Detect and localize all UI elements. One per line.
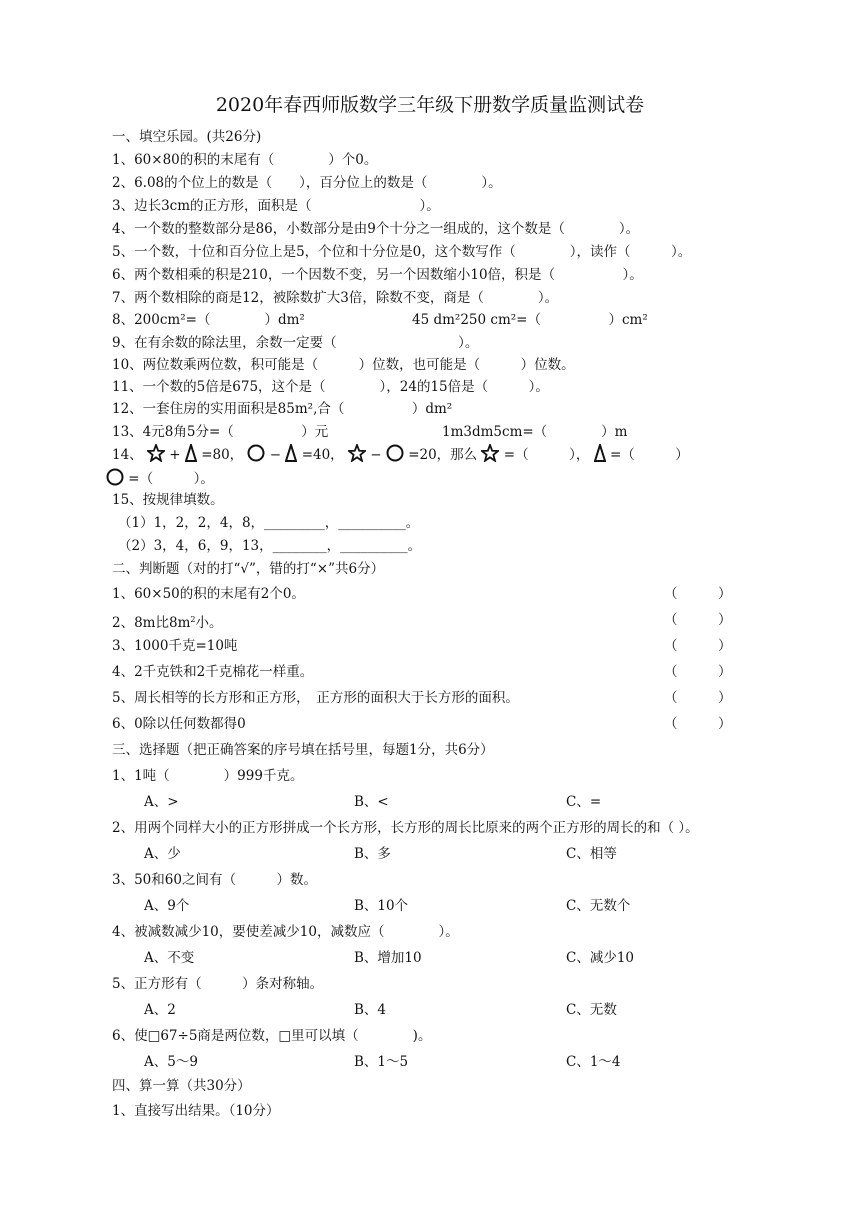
question-1-15-2: （2）3，4，6，9，13，________，__________。 [118, 538, 422, 554]
question-1-8b: 45 dm²250 cm²=（ ）cm² [412, 312, 648, 328]
choice-option-b: B、1～5 [354, 1054, 409, 1070]
choice-option-b: B、< [354, 794, 389, 810]
choice-option-b: B、多 [354, 846, 391, 862]
q14-part-9: =（ ）。 [128, 471, 214, 487]
judge-item: 2、8m比$8m^2$小。 [112, 615, 223, 631]
section-4-heading: 四、算一算（共30分） [112, 1078, 251, 1094]
choice-question: 3、50和60之间有（ ）数。 [112, 872, 317, 888]
question-1-8a: 8、200cm²=（ ）dm² [112, 312, 305, 328]
choice-option-a: A、9个 [144, 898, 190, 914]
triangle-icon [285, 444, 297, 462]
question-1-9: 9、在有余数的除法里，余数一定要（ ）。 [112, 335, 479, 351]
choice-option-c: C、1～4 [566, 1054, 621, 1070]
choice-option-a: A、5～9 [144, 1054, 198, 1070]
q14-part-1: + [169, 447, 181, 463]
choice-option-b: B、4 [354, 1002, 387, 1018]
question-1-15: 15、按规律填数。 [112, 492, 224, 508]
q14-part-4: =40， [301, 447, 344, 463]
q14-part-7: =（ ）， [503, 447, 590, 463]
question-1-13a: 13、4元8角5分=（ ）元 [112, 424, 329, 440]
q14-prefix: 14、 [112, 447, 143, 463]
judge-blank: （ ） [664, 612, 732, 628]
question-1-1: 1、60×80的积的末尾有（ ）个0。 [112, 152, 378, 168]
judge-blank: （ ） [664, 638, 732, 654]
choice-option-c: C、相等 [566, 846, 617, 862]
judge-item: 1、60×50的积的末尾有2个0。 [112, 586, 305, 602]
question-1-10: 10、两位数乘两位数，积可能是（ ）位数，也可能是（ ）位数。 [112, 357, 575, 373]
judge-blank: （ ） [664, 690, 732, 706]
star-icon [147, 444, 165, 462]
choice-option-c: C、= [566, 794, 602, 810]
question-1-4: 4、一个数的整数部分是86，小数部分是由9个十分之一组成的，这个数是（ ）。 [112, 221, 640, 237]
question-1-7: 7、两个数相除的商是12，被除数扩大3倍，除数不变，商是（ ）。 [112, 290, 559, 306]
judge-blank: （ ） [664, 716, 732, 732]
choice-question: 4、被减数减少10，要使差减少10，减数应（ ）。 [112, 924, 459, 940]
choice-option-a: A、少 [144, 846, 181, 862]
choice-option-b: B、10个 [354, 898, 409, 914]
choice-question: 2、用两个同样大小的正方形拼成一个长方形，长方形的周长比原来的两个正方形的周长的和（ ）。 [112, 820, 699, 836]
question-1-14-cont [106, 468, 214, 489]
circle-icon [106, 468, 124, 486]
question-1-2: 2、6.08的个位上的数是（ ），百分位上的数是（ ）。 [112, 175, 502, 191]
question-1-15-1: （1）1，2，2，4，8，_________，__________。 [118, 515, 420, 531]
judge-blank: （ ） [664, 664, 732, 680]
page-title: 2020年春西师版数学三年级下册数学质量监测试卷 [215, 94, 645, 116]
judge-blank: （ ） [664, 586, 732, 602]
section-2-heading: 二、判断题（对的打“√”，错的打“×”共6分） [112, 561, 385, 577]
triangle-icon [594, 444, 606, 462]
question-1-6: 6、两个数相乘的积是210，一个因数不变，另一个因数缩小10倍，积是（ ）。 [112, 267, 643, 283]
choice-option-c: C、无数个 [566, 898, 631, 914]
q14-part-3: − [269, 447, 282, 463]
judge-item: 4、2千克铁和2千克棉花一样重。 [112, 664, 314, 680]
circle-icon [386, 444, 404, 462]
choice-option-a: A、不变 [144, 950, 195, 966]
choice-question: 5、正方形有（ ）条对称轴。 [112, 976, 324, 992]
choice-option-c: C、减少10 [566, 950, 635, 966]
question-1-14 [112, 444, 689, 465]
judge-item: 6、0除以任何数都得0 [112, 716, 246, 732]
q14-part-6: =20，那么 [408, 447, 478, 463]
star-icon [481, 444, 499, 462]
choice-option-a: A、2 [144, 1002, 176, 1018]
star-icon [348, 444, 366, 462]
section-1-heading: 一、填空乐园。(共26分) [112, 129, 262, 145]
q14-part-8: =（ ） [609, 447, 689, 463]
section-3-heading: 三、选择题（把正确答案的序号填在括号里，每题1分，共6分） [112, 742, 494, 758]
q14-part-2: =80， [201, 447, 244, 463]
choice-question: 6、使□67÷5商是两位数，□里可以填（ )。 [112, 1028, 432, 1044]
question-1-5: 5、一个数，十位和百分位上是5，个位和十分位是0，这个数写作（ ），读作（ ）。 [112, 244, 692, 260]
judge-item: 3、1000千克=10吨 [112, 638, 238, 654]
judge-item: 5、周长相等的长方形和正方形， 正方形的面积大于长方形的面积。 [112, 690, 519, 706]
choice-question: 1、1吨（ ）999千克。 [112, 768, 304, 784]
circle-icon [247, 444, 265, 462]
question-1-11: 11、一个数的5倍是675，这个是（ ），24的15倍是（ ）。 [112, 379, 549, 395]
question-1-12: 12、一套住房的实用面积是85m²,合（ ）dm² [112, 401, 453, 417]
q14-part-5: − [370, 447, 382, 463]
triangle-icon [185, 444, 197, 462]
choice-option-a: A、> [144, 794, 179, 810]
choice-option-c: C、无数 [566, 1002, 617, 1018]
question-1-3: 3、边长3cm的正方形，面积是（ ）。 [112, 198, 440, 214]
question-1-13b: 1m3dm5cm=（ ）m [442, 424, 628, 440]
question-4-1: 1、直接写出结果。（10分） [112, 1103, 280, 1119]
choice-option-b: B、增加10 [354, 950, 422, 966]
